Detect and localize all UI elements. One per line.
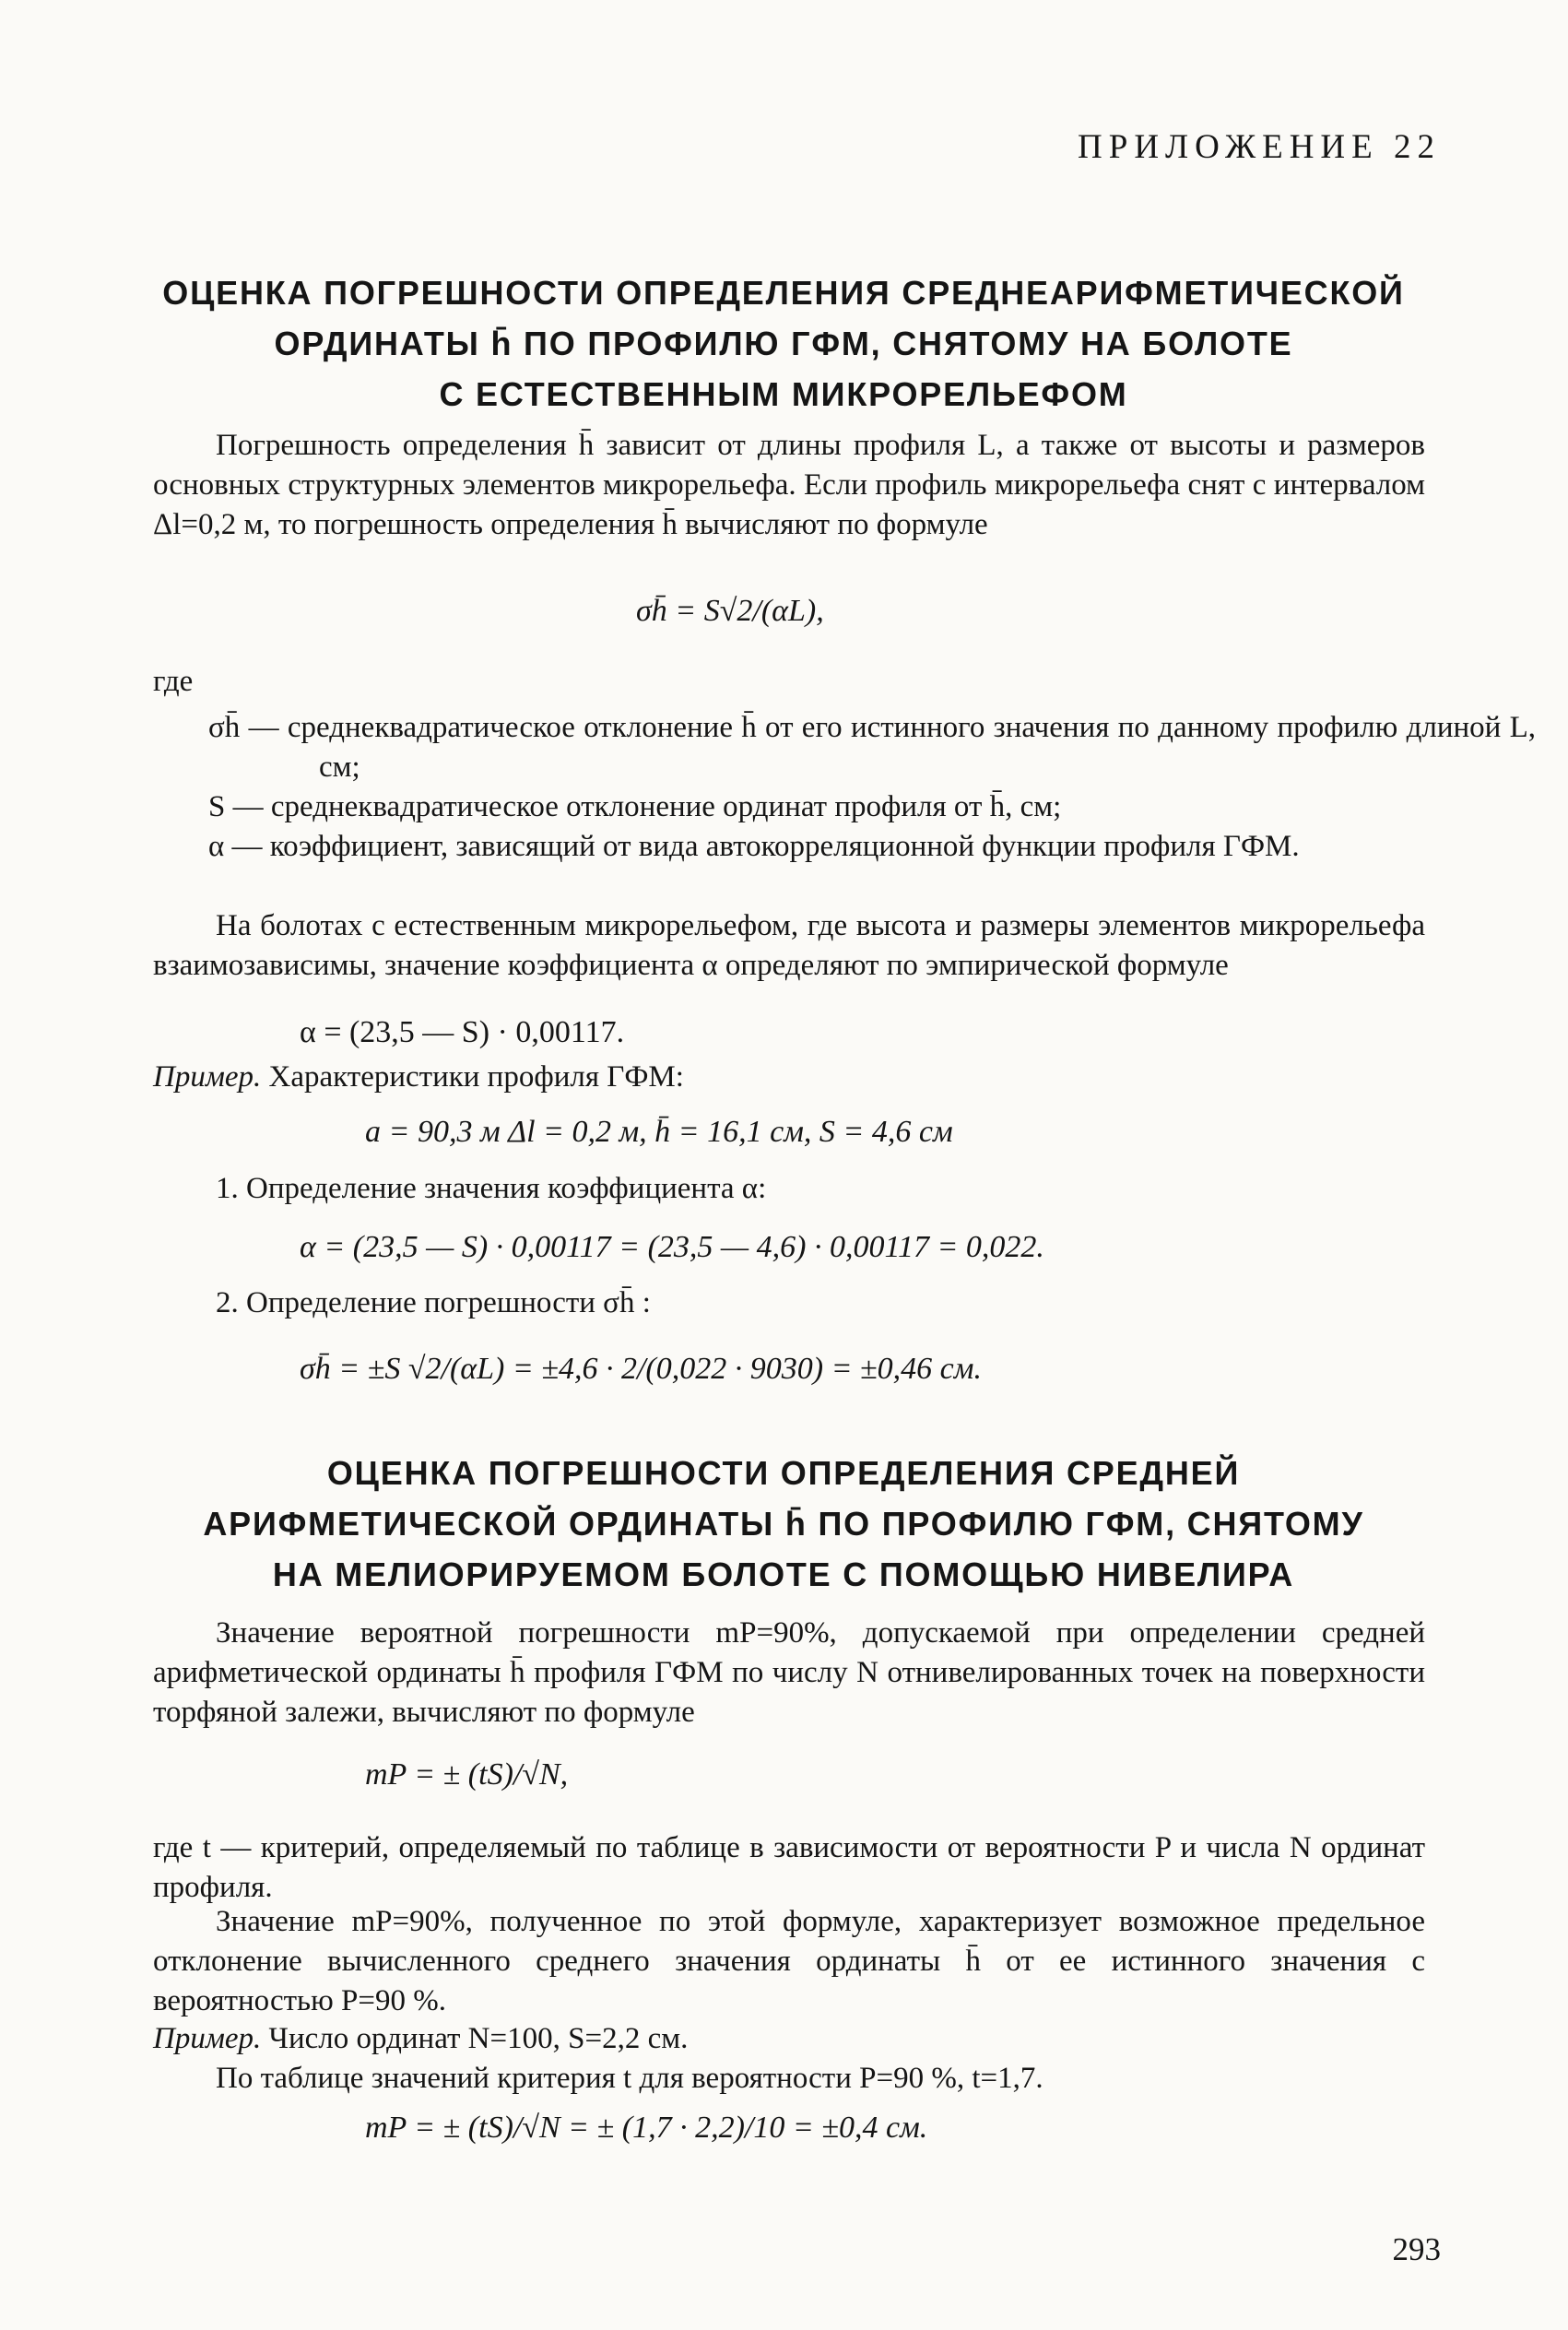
- section2-intro: Значение вероятной погрешности mP=90%, допускаемой при определении средней арифметической ординаты h̄ профиля ГФМ по числу N отнивелированных точек на поверхности торфяной залежи, вычисляют по формуле: [153, 1616, 1425, 1729]
- step2-formula: σh̄ = ±S √2/(αL) = ±4,6 · 2/(0,022 · 9030) = ±0,46 см.: [300, 1352, 982, 1386]
- example2-line: [153, 2019, 688, 2059]
- section2-title-line-2: АРИФМЕТИЧЕСКОЙ ОРДИНАТЫ h̄ ПО ПРОФИЛЮ ГФМ, СНЯТОМУ: [203, 1505, 1364, 1543]
- example1-line: [153, 1058, 684, 1097]
- example1-label: Пример.: [153, 1060, 262, 1094]
- step1-formula: α = (23,5 — S) · 0,00117 = (23,5 — 4,6) · 0,00117 = 0,022.: [300, 1230, 1044, 1264]
- example1-values: a = 90,3 м Δl = 0,2 м, h̄ = 16,1 см, S = 4,6 см: [365, 1115, 953, 1149]
- section1-intro: Погрешность определения h̄ зависит от длины профиля L, а также от высоты и размеров основных структурных элементов микрорельефа. Если профиль микрорельефа снят с интервалом Δl=0,2 м, то погрешность определения h̄ вычисляют по формуле: [153, 429, 1425, 541]
- page-number: 293: [1392, 2231, 1441, 2267]
- step1-text: 1. Определение значения коэффициента α:: [216, 1172, 767, 1205]
- step2-text: 2. Определение погрешности σh̄ :: [216, 1286, 651, 1319]
- appendix-label: ПРИЛОЖЕНИЕ 22: [1078, 128, 1441, 166]
- example1-text: Характеристики профиля ГФМ:: [268, 1060, 684, 1094]
- t-criterion-paragraph: где t — критерий, определяемый по таблице в зависимости от вероятности P и числа N ординат профиля.: [153, 1831, 1425, 1904]
- where-label: где: [153, 665, 194, 698]
- example2-label: Пример.: [153, 2022, 262, 2055]
- example2-formula: mP = ± (tS)/√N = ± (1,7 · 2,2)/10 = ±0,4 см.: [365, 2111, 928, 2145]
- section2-title-line-1: ОЦЕНКА ПОГРЕШНОСТИ ОПРЕДЕЛЕНИЯ СРЕДНЕЙ: [326, 1454, 1241, 1492]
- table-values-line: По таблице значений критерия t для вероятности P=90 %, t=1,7.: [216, 2062, 1043, 2095]
- section1-main-formula: σh̄ = S√2/(αL),: [636, 594, 824, 628]
- term-alpha: α — коэффициент, зависящий от вида автокорреляционной функции профиля ГФМ.: [208, 830, 1300, 863]
- probability-paragraph: Значение mP=90%, полученное по этой формуле, характеризует возможное предельное отклонение вычисленного среднего значения ординаты h̄ от ее истинного значения с вероятностью P=90 %.: [153, 1905, 1425, 2017]
- section1-title-line-3: С ЕСТЕСТВЕННЫМ МИКРОРЕЛЬЕФОМ: [439, 375, 1128, 413]
- example2-text: Число ординат N=100, S=2,2 см.: [268, 2022, 689, 2055]
- section1-title-line-2: ОРДИНАТЫ h̄ ПО ПРОФИЛЮ ГФМ, СНЯТОМУ НА БОЛОТЕ: [274, 325, 1293, 362]
- term-s: S — среднеквадратическое отклонение ординат профиля от h̄, см;: [208, 790, 1062, 823]
- alpha-formula: α = (23,5 — S) · 0,00117.: [300, 1015, 625, 1049]
- term-sigma: σh̄ — среднеквадратическое отклонение h̄ от его истинного значения по данному профилю длиной L, см;: [208, 711, 1536, 784]
- bogs-paragraph: На болотах с естественным микрорельефом, где высота и размеры элементов микрорельефа взаимозависимы, значение коэффициента α определяют по эмпирической формуле: [153, 909, 1425, 982]
- section1-title-line-1: ОЦЕНКА ПОГРЕШНОСТИ ОПРЕДЕЛЕНИЯ СРЕДНЕАРИФМЕТИЧЕСКОЙ: [162, 274, 1405, 312]
- section2-main-formula: mP = ± (tS)/√N,: [365, 1757, 569, 1792]
- section2-title-line-3: НА МЕЛИОРИРУЕМОМ БОЛОТЕ С ПОМОЩЬЮ НИВЕЛИРА: [272, 1555, 1295, 1593]
